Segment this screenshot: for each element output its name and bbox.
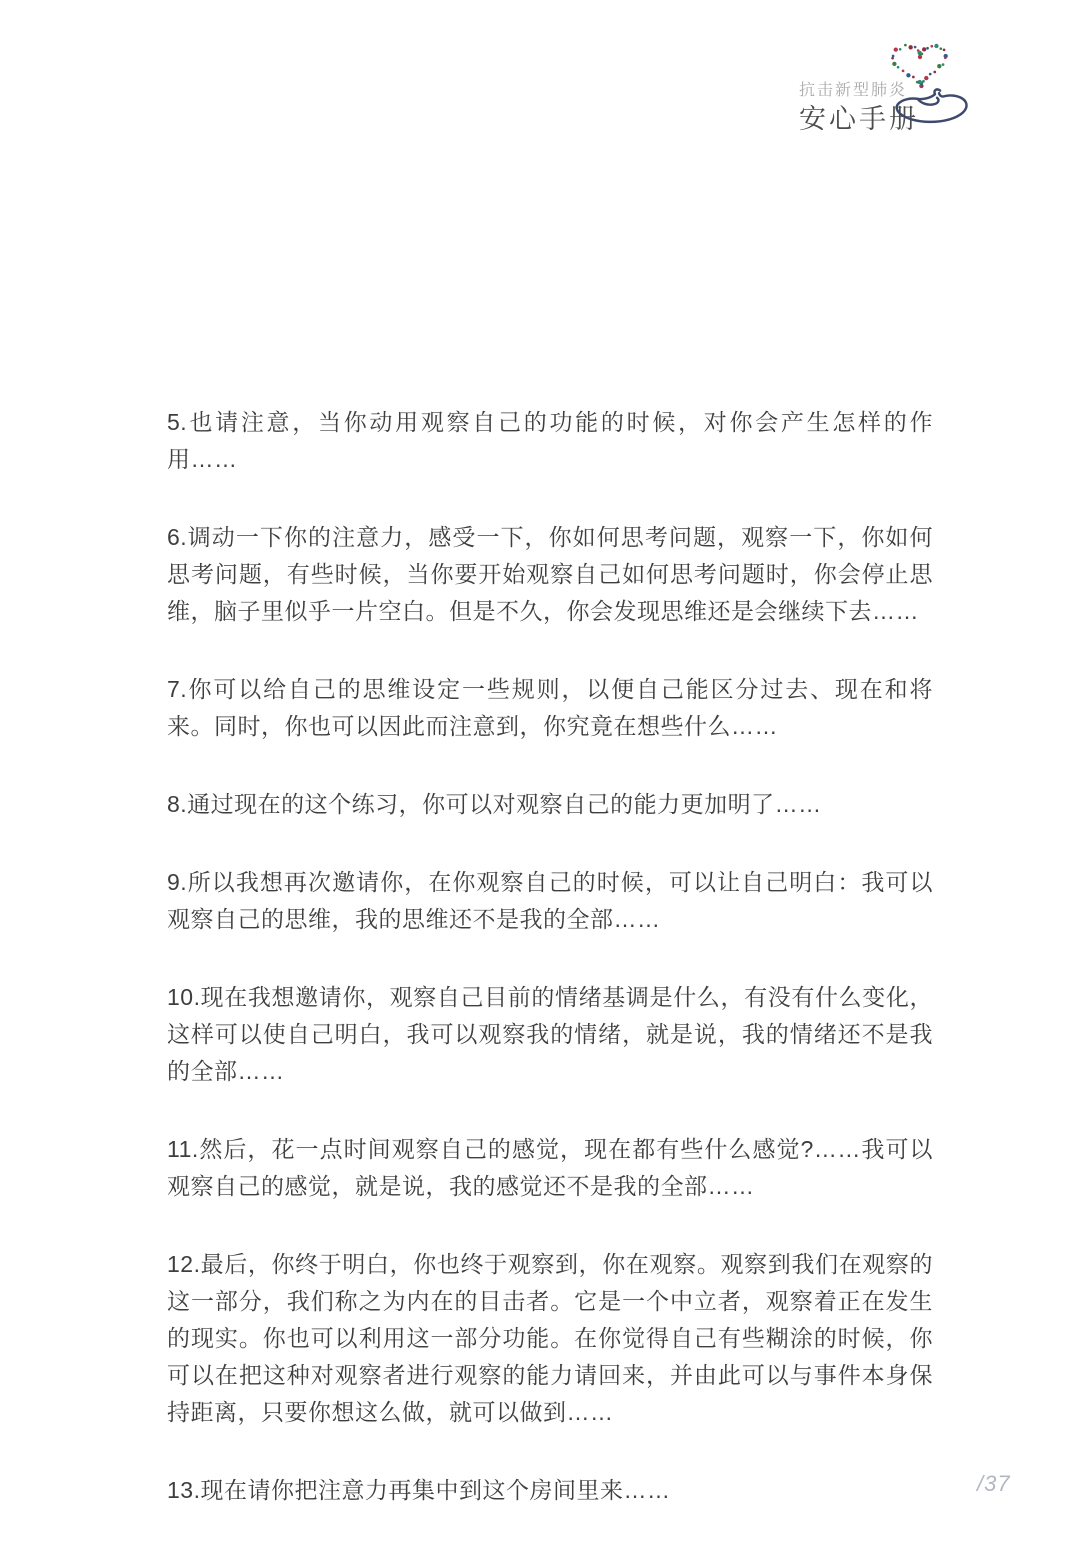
paragraph-12: 12.最后，你终于明白，你也终于观察到，你在观察。观察到我们在观察的这一部分，我们称之为内在的目击者。它是一个中立者，观察着正在发生的现实。你也可以利用这一部分功能。在你觉得自己有些糊涂的时候，你可以在把这种对观察者进行观察的能力请回来，并由此可以与事件本身保持距离，只要你想这么做，就可以做到…… — [167, 1251, 933, 1425]
paragraph-6: 6.调动一下你的注意力，感受一下，你如何思考问题，观察一下，你如何思考问题，有些时候，当你要开始观察自己如何思考问题时，你会停止思维，脑子里似乎一片空白。但是不久，你会发现思维还是会继续下去…… — [167, 524, 933, 624]
paragraph-7: 7.你可以给自己的思维设定一些规则，以便自己能区分过去、现在和将来。同时，你也可以因此而注意到，你究竟在想些什么…… — [167, 676, 933, 739]
page-number: /37 — [977, 1471, 1011, 1496]
paragraph-11: 11.然后，花一点时间观察自己的感觉，现在都有些什么感觉?……我可以观察自己的感觉，就是说，我的感觉还不是我的全部…… — [167, 1136, 933, 1199]
heart-wreath-icon — [889, 41, 951, 91]
instruction-text — [167, 404, 933, 1550]
hand-icon — [895, 87, 975, 125]
paragraph-9: 9.所以我想再次邀请你，在你观察自己的时候，可以让自己明白：我可以观察自己的思维，我的思维还不是我的全部…… — [167, 869, 933, 932]
paragraph-13: 13.现在请你把注意力再集中到这个房间里来…… — [167, 1477, 671, 1503]
paragraph-5: 5.也请注意，当你动用观察自己的功能的时候，对你会产生怎样的作用…… — [167, 409, 933, 472]
paragraph-8: 8.通过现在的这个练习，你可以对观察自己的能力更加明了…… — [167, 791, 822, 817]
logo-title: 安心手册 — [799, 104, 919, 134]
logo-tagline: 抗击新型肺炎 — [799, 82, 908, 99]
paragraph-10: 10.现在我想邀请你，观察自己目前的情绪基调是什么，有没有什么变化，这样可以使自己明白，我可以观察我的情绪，就是说，我的情绪还不是我的全部…… — [167, 984, 933, 1084]
